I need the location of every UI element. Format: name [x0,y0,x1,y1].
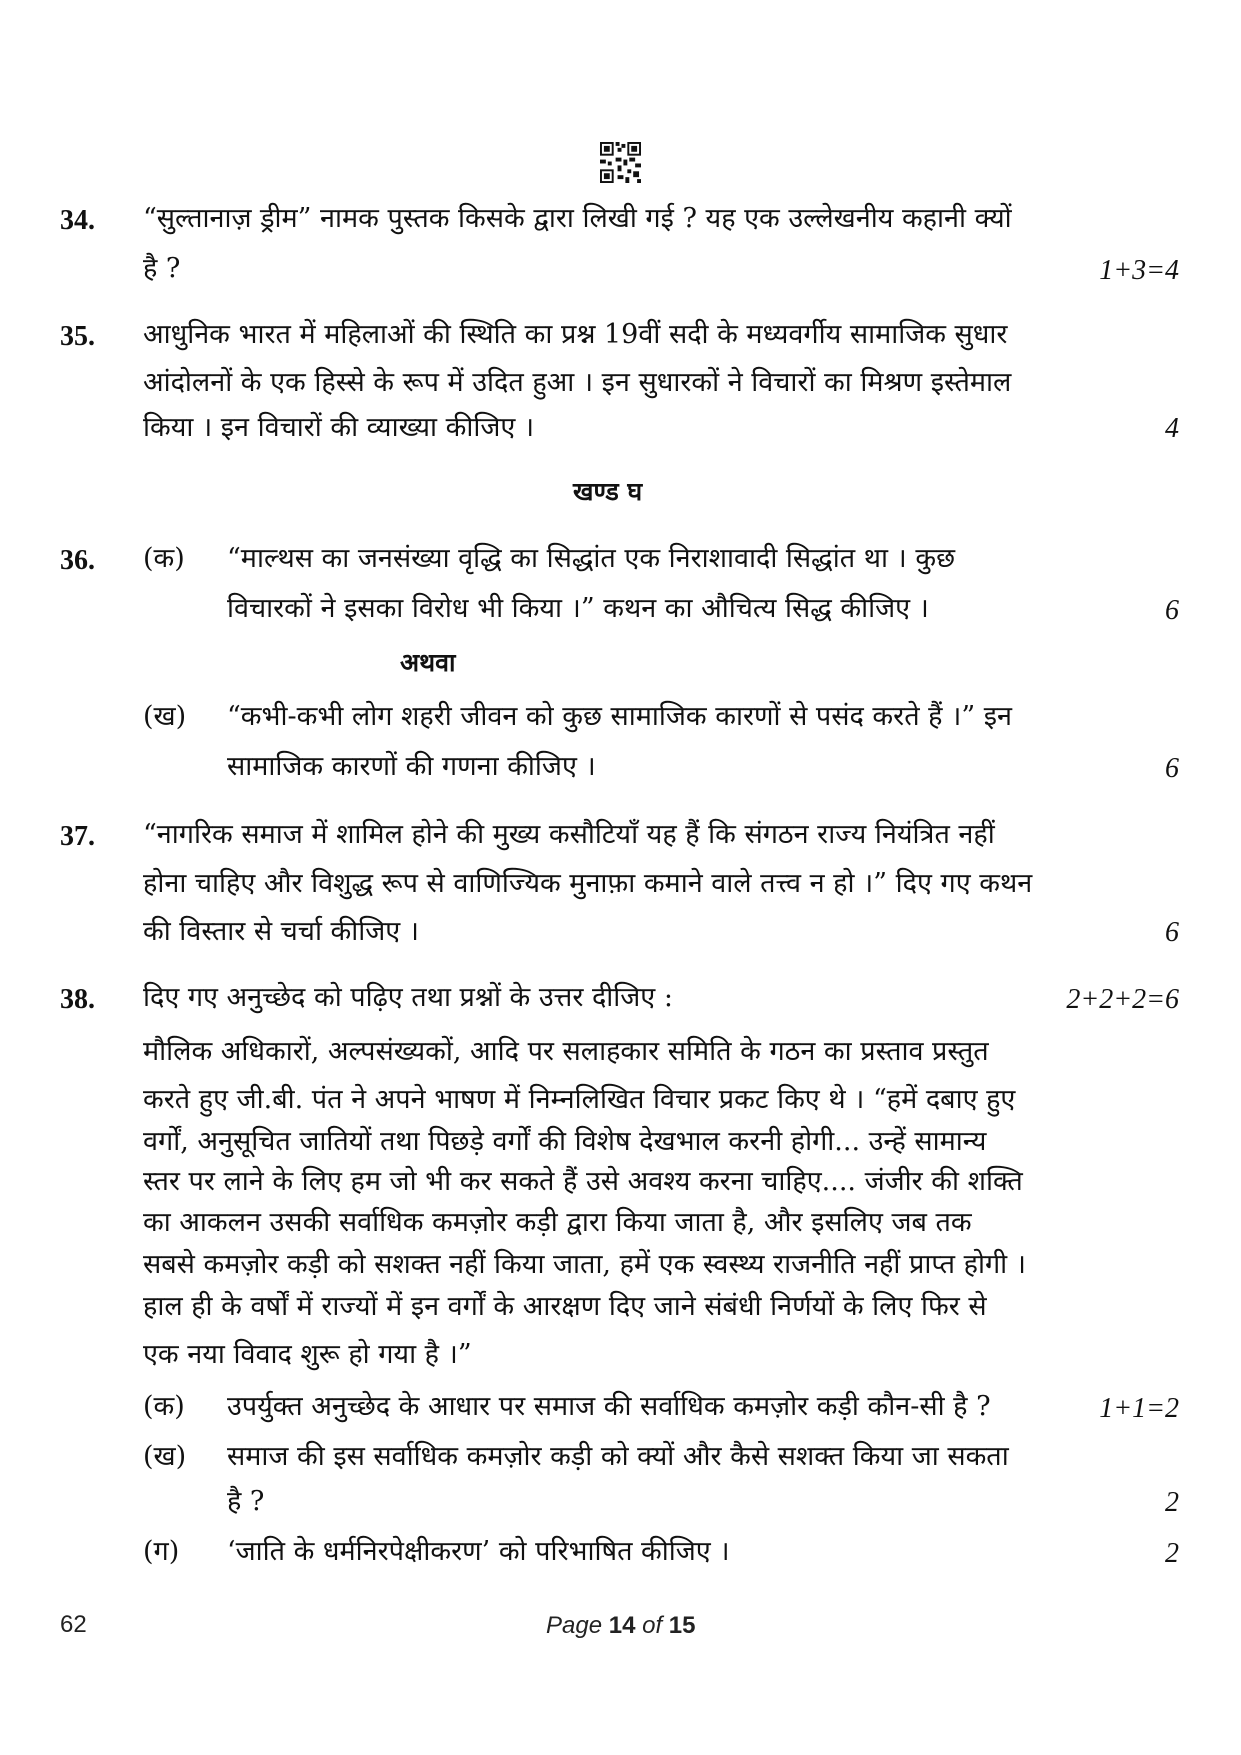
sub-question-text: उपर्युक्त अनुच्छेद के आधार पर समाज की सर्वाधिक कमज़ोर कड़ी कौन-सी है ? [227,1391,991,1422]
page-current: 14 [608,1612,636,1639]
sub-question-label: (क) [143,1391,185,1422]
page-indicator [546,1612,696,1640]
question-text-line: सामाजिक कारणों की गणना कीजिए । [227,751,596,782]
qr-code-icon [600,142,641,183]
marks: 6 [1165,753,1179,784]
marks: 6 [1165,595,1179,626]
sub-question-text: समाज की इस सर्वाधिक कमज़ोर कड़ी को क्यों और कैसे सशक्त किया जा सकता [227,1441,1009,1472]
marks: 1+3=4 [1099,255,1179,286]
marks: 2 [1165,1487,1179,1518]
question-text-line: “माल्थस का जनसंख्या वृद्धि का सिद्धांत एक निराशावादी सिद्धांत था । कुछ [227,543,956,574]
question-text-line: किया । इन विचारों की व्याख्या कीजिए । [143,412,535,443]
section-heading: खण्ड घ [573,477,643,506]
of-word: of [642,1612,663,1639]
question-text-line: आंदोलनों के एक हिस्से के रूप में उदित हुआ । इन सुधारकों ने विचारों का मिश्रण इस्तेमाल [143,367,1012,398]
question-text-line: “सुल्तानाज़ ड्रीम” नामक पुस्तक किसके द्वारा लिखी गई ? यह एक उल्लेखनीय कहानी क्यों [143,203,1012,234]
question-number: 37. [60,821,95,852]
sub-question-label: (ख) [143,701,187,732]
question-text-line: है ? [143,253,181,284]
sub-question-text: है ? [227,1486,265,1517]
question-text-line: की विस्तार से चर्चा कीजिए । [143,916,420,947]
passage-line: एक नया विवाद शुरू हो गया है ।” [143,1339,472,1370]
question-number: 34. [60,205,95,236]
question-text-line: “कभी-कभी लोग शहरी जीवन को कुछ सामाजिक कारणों से पसंद करते हैं ।” इन [227,701,1012,732]
question-text-line: विचारकों ने इसका विरोध भी किया ।” कथन का औचित्य सिद्ध कीजिए । [227,593,929,624]
passage-line: वर्गों, अनुसूचित जातियों तथा पिछड़े वर्गों की विशेष देखभाल करनी होगी... उन्हें सामान्य [143,1126,987,1157]
marks: 6 [1165,917,1179,948]
sub-question-label: (ख) [143,1441,187,1472]
question-text-line: होना चाहिए और विशुद्ध रूप से वाणिज्यिक मुनाफ़ा कमाने वाले तत्त्व न हो ।” दिए गए कथन [143,868,1033,899]
page-word: Page [546,1612,603,1639]
paper-code: 62 [60,1611,87,1638]
passage-line: करते हुए जी.बी. पंत ने अपने भाषण में निम्नलिखित विचार प्रकट किए थे । “हमें दबाए हुए [143,1084,1016,1115]
sub-question-label: (ग) [143,1536,180,1567]
passage-line: मौलिक अधिकारों, अल्पसंख्यकों, आदि पर सलाहकार समिति के गठन का प्रस्ताव प्रस्तुत [143,1036,989,1067]
question-instruction: दिए गए अनुच्छेद को पढ़िए तथा प्रश्नों के उत्तर दीजिए : [143,982,673,1013]
marks: 2+2+2=6 [1066,984,1179,1015]
or-divider: अथवा [400,648,456,677]
question-number: 38. [60,984,95,1015]
question-text-line: “नागरिक समाज में शामिल होने की मुख्य कसौटियाँ यह हैं कि संगठन राज्य नियंत्रित नहीं [143,819,995,850]
page-total: 15 [668,1612,696,1639]
question-number: 35. [60,321,95,352]
question-number: 36. [60,545,95,576]
marks: 2 [1165,1538,1179,1569]
sub-question-label: (क) [143,543,185,574]
question-text-line: आधुनिक भारत में महिलाओं की स्थिति का प्रश्न 19वीं सदी के मध्यवर्गीय सामाजिक सुधार [143,319,1008,350]
marks: 4 [1165,413,1179,444]
marks: 1+1=2 [1099,1393,1179,1424]
passage-line: स्तर पर लाने के लिए हम जो भी कर सकते हैं उसे अवश्य करना चाहिए.... जंजीर की शक्ति [143,1166,1023,1197]
sub-question-text: ‘जाति के धर्मनिरपेक्षीकरण’ को परिभाषित कीजिए । [227,1536,730,1567]
passage-line: का आकलन उसकी सर्वाधिक कमज़ोर कड़ी द्वारा किया जाता है, और इसलिए जब तक [143,1207,972,1238]
passage-line: हाल ही के वर्षों में राज्यों में इन वर्गों के आरक्षण दिए जाने संबंधी निर्णयों के लिए फिर से [143,1291,987,1322]
passage-line: सबसे कमज़ोर कड़ी को सशक्त नहीं किया जाता, हमें एक स्वस्थ्य राजनीति नहीं प्राप्त होगी । [143,1249,1026,1280]
